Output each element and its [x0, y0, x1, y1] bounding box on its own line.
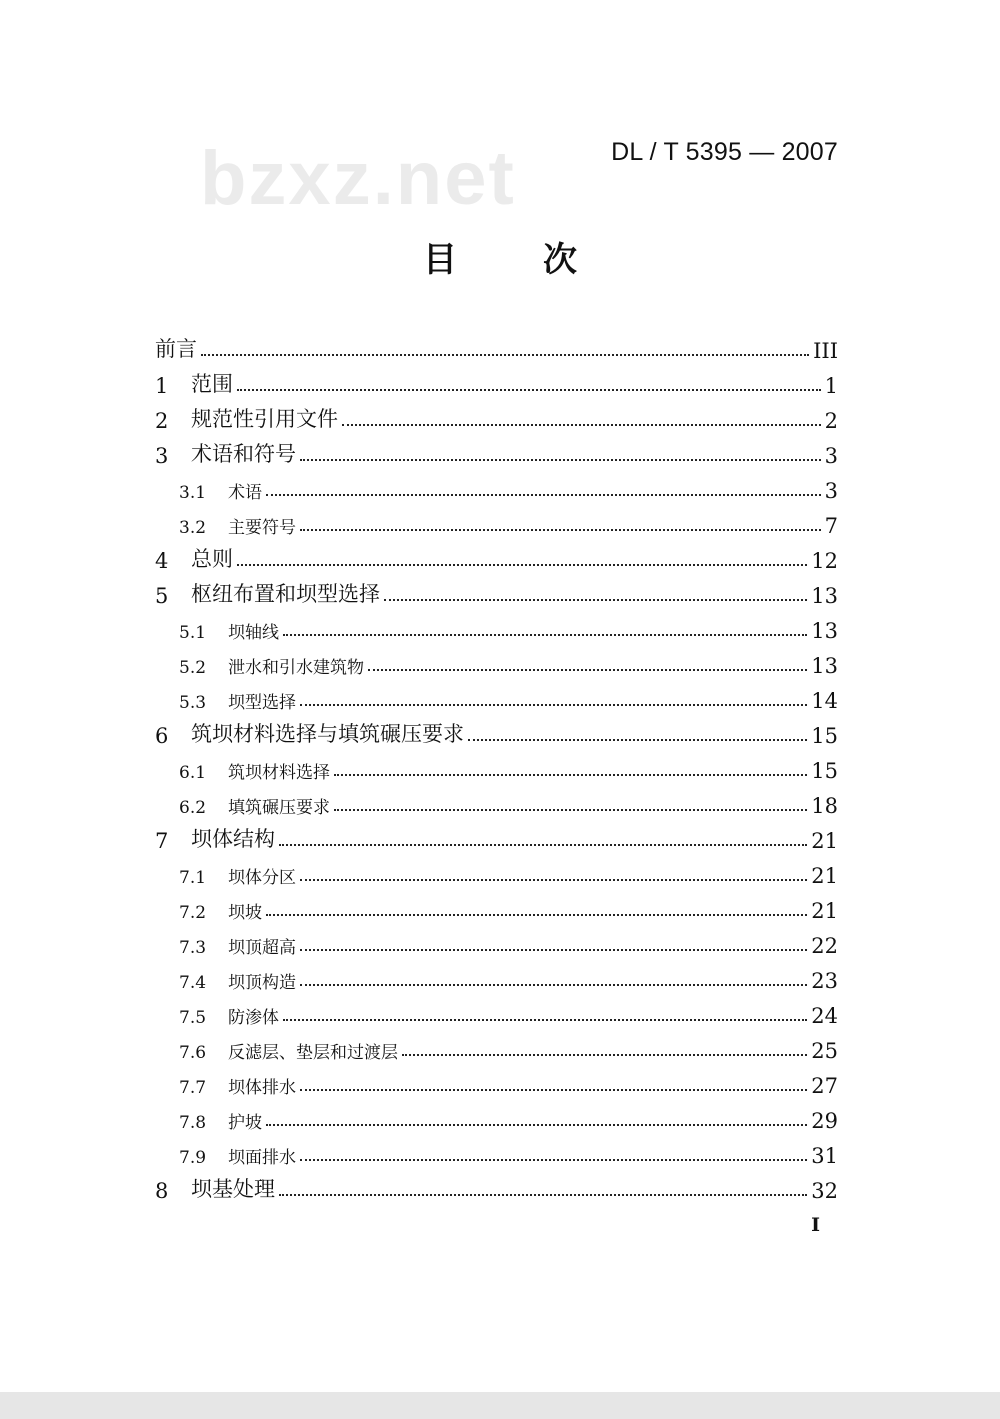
- toc-dot-leader: [300, 948, 807, 951]
- toc-entry[interactable]: [155, 608, 838, 643]
- toc-entry-number: 7.7: [179, 1078, 207, 1098]
- toc-entry-page: 13: [811, 584, 838, 608]
- toc-dot-leader: [300, 878, 807, 881]
- toc-dot-leader: [279, 1193, 807, 1196]
- toc-entry[interactable]: [155, 573, 838, 608]
- toc-entry-label: 术语: [228, 483, 262, 503]
- toc-entry[interactable]: [155, 363, 838, 398]
- toc-entry[interactable]: [155, 1028, 838, 1063]
- toc-entry[interactable]: [155, 888, 838, 923]
- toc-dot-leader: [334, 773, 807, 776]
- toc-entry-page: 13: [811, 654, 838, 678]
- toc-entry-page: 22: [811, 934, 838, 958]
- toc-entry[interactable]: [155, 398, 838, 433]
- toc-dot-leader: [384, 598, 807, 601]
- toc-entry-number: 7.9: [179, 1148, 207, 1168]
- toc-entry-label: 护坡: [228, 1113, 262, 1133]
- toc-entry-number: 6.1: [179, 763, 207, 783]
- toc-entry-label: 坝体结构: [191, 827, 275, 851]
- toc-dot-leader: [368, 668, 807, 671]
- toc-entry[interactable]: [155, 1063, 838, 1098]
- toc-entry[interactable]: [155, 468, 838, 503]
- toc-entry-label: 填筑碾压要求: [228, 798, 330, 818]
- toc-entry[interactable]: [155, 503, 838, 538]
- toc-entry-page: 25: [811, 1039, 838, 1063]
- toc-entry-page: 12: [811, 549, 838, 573]
- toc-dot-leader: [300, 458, 821, 461]
- toc-entry-page: 3: [824, 444, 838, 468]
- toc-entry-page: 27: [811, 1074, 838, 1098]
- toc-entry[interactable]: [155, 1133, 838, 1168]
- toc-entry[interactable]: [155, 433, 838, 468]
- toc-dot-leader: [283, 1018, 807, 1021]
- toc-entry[interactable]: [155, 713, 838, 748]
- toc-entry-label: 坝轴线: [228, 623, 279, 643]
- toc-entry-label: 前言: [155, 337, 197, 361]
- toc-entry-label: 坝基处理: [191, 1177, 275, 1201]
- toc-entry-label: 泄水和引水建筑物: [228, 658, 364, 678]
- toc-dot-leader: [279, 843, 807, 846]
- toc-title: 目次: [423, 240, 663, 280]
- toc-entry[interactable]: [155, 538, 838, 573]
- toc-entry[interactable]: [155, 748, 838, 783]
- toc-entry-page: 15: [811, 759, 838, 783]
- toc-entry[interactable]: [155, 853, 838, 888]
- toc-entry-number: 7: [155, 829, 169, 853]
- toc-entry-label: 坝体分区: [228, 868, 296, 888]
- toc-entry-number: 5.2: [179, 658, 207, 678]
- toc-entry-number: 5.1: [179, 623, 207, 643]
- toc-entry-number: 7.5: [179, 1008, 207, 1028]
- toc-dot-leader: [237, 388, 821, 391]
- toc-dot-leader: [300, 703, 807, 706]
- toc-entry-page: 15: [811, 724, 838, 748]
- toc-entry-label: 总则: [191, 547, 233, 571]
- page-number: I: [811, 1214, 820, 1236]
- toc-entry-number: 7.6: [179, 1043, 207, 1063]
- toc-entry[interactable]: [155, 1098, 838, 1133]
- toc-entry-label: 坝顶超高: [228, 938, 296, 958]
- toc-entry-label: 坝体排水: [228, 1078, 296, 1098]
- toc-entry[interactable]: [155, 1168, 838, 1203]
- toc-entry-page: 24: [811, 1004, 838, 1028]
- toc-entry-number: 7.3: [179, 938, 207, 958]
- toc-entry-label: 主要符号: [228, 518, 296, 538]
- toc-entry-number: 7.4: [179, 973, 207, 993]
- toc-entry-label: 范围: [191, 372, 233, 396]
- toc-entry-page: 2: [824, 409, 838, 433]
- toc-dot-leader: [266, 913, 807, 916]
- toc-entry-label: 反滤层、垫层和过渡层: [228, 1043, 398, 1063]
- toc-entry-number: 2: [155, 409, 169, 433]
- toc-entry[interactable]: [155, 923, 838, 958]
- toc-entry[interactable]: [155, 818, 838, 853]
- toc-entry-label: 术语和符号: [191, 442, 296, 466]
- toc-dot-leader: [468, 738, 807, 741]
- toc-entry-number: 3: [155, 444, 169, 468]
- toc-dot-leader: [300, 983, 807, 986]
- toc-entry[interactable]: [155, 328, 838, 363]
- toc-entry-label: 规范性引用文件: [191, 407, 338, 431]
- toc-entry-number: 8: [155, 1179, 169, 1203]
- toc-dot-leader: [300, 1088, 807, 1091]
- watermark: bzxz.net: [200, 136, 516, 221]
- toc-entry-label: 坝坡: [228, 903, 262, 923]
- toc-entry-label: 筑坝材料选择与填筑碾压要求: [191, 722, 464, 746]
- toc-entry[interactable]: [155, 993, 838, 1028]
- toc-dot-leader: [283, 633, 807, 636]
- toc-entry-number: 5.3: [179, 693, 207, 713]
- toc-entry-page: 14: [811, 689, 838, 713]
- toc-dot-leader: [342, 423, 821, 426]
- standard-code: DL / T 5395 — 2007: [611, 138, 838, 166]
- toc-entry-page: 21: [811, 829, 838, 853]
- toc-entry-number: 3.2: [179, 518, 207, 538]
- toc-dot-leader: [334, 808, 807, 811]
- toc-entry-label: 防渗体: [228, 1008, 279, 1028]
- toc-dot-leader: [266, 493, 821, 496]
- table-of-contents: [155, 328, 838, 1203]
- toc-dot-leader: [300, 1158, 807, 1161]
- toc-entry-label: 坝型选择: [228, 693, 296, 713]
- toc-entry-number: 7.1: [179, 868, 207, 888]
- toc-entry-number: 3.1: [179, 483, 207, 503]
- toc-dot-leader: [237, 563, 807, 566]
- bottom-scan-band: [0, 1392, 1000, 1419]
- toc-dot-leader: [300, 528, 821, 531]
- toc-entry-page: 7: [824, 514, 838, 538]
- toc-entry-number: 5: [155, 584, 169, 608]
- toc-entry-page: 32: [811, 1179, 838, 1203]
- toc-entry-page: 29: [811, 1109, 838, 1133]
- toc-entry-number: 7.2: [179, 903, 207, 923]
- toc-entry-number: 4: [155, 549, 169, 573]
- toc-entry-page: III: [813, 339, 838, 363]
- toc-entry-number: 1: [155, 374, 169, 398]
- toc-entry-page: 21: [811, 899, 838, 923]
- toc-dot-leader: [201, 353, 809, 356]
- toc-entry-number: 6.2: [179, 798, 207, 818]
- toc-entry-page: 21: [811, 864, 838, 888]
- toc-entry-page: 18: [811, 794, 838, 818]
- toc-entry-label: 坝顶构造: [228, 973, 296, 993]
- toc-entry[interactable]: [155, 783, 838, 818]
- toc-entry-label: 坝面排水: [228, 1148, 296, 1168]
- toc-entry-page: 31: [811, 1144, 838, 1168]
- toc-entry[interactable]: [155, 678, 838, 713]
- toc-dot-leader: [402, 1053, 807, 1056]
- toc-entry-page: 1: [824, 374, 838, 398]
- toc-entry-page: 3: [824, 479, 838, 503]
- toc-entry[interactable]: [155, 643, 838, 678]
- toc-entry-number: 7.8: [179, 1113, 207, 1133]
- toc-entry-page: 13: [811, 619, 838, 643]
- toc-entry-page: 23: [811, 969, 838, 993]
- toc-entry-number: 6: [155, 724, 169, 748]
- toc-entry-label: 枢纽布置和坝型选择: [191, 582, 380, 606]
- toc-entry-label: 筑坝材料选择: [228, 763, 330, 783]
- toc-entry[interactable]: [155, 958, 838, 993]
- toc-dot-leader: [266, 1123, 807, 1126]
